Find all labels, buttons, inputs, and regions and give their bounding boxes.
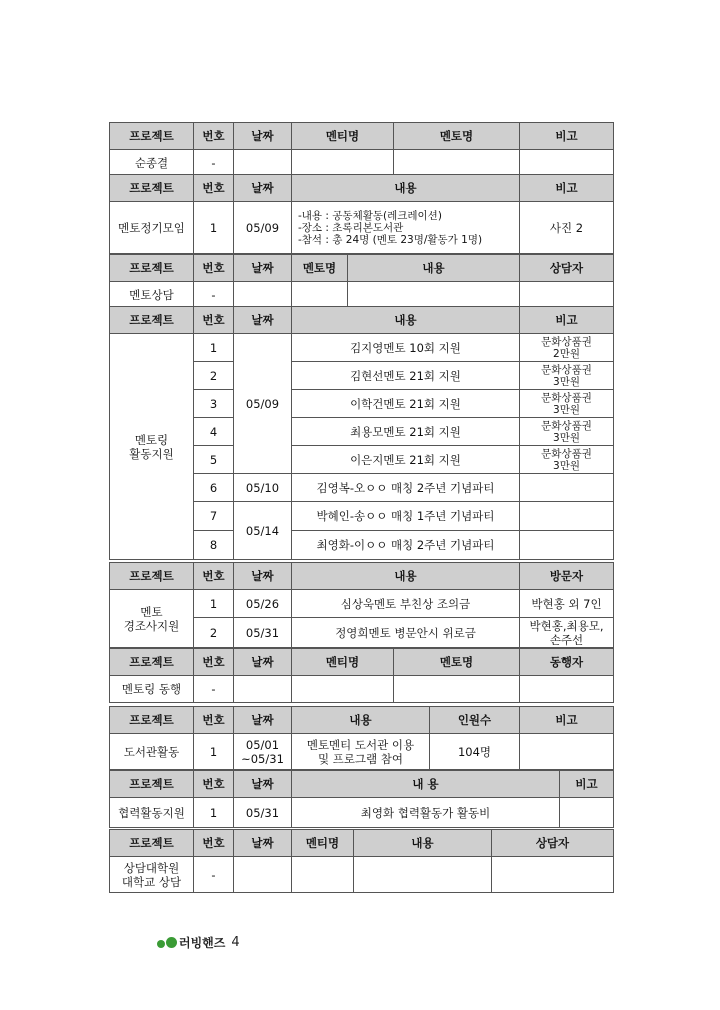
table-5 [109, 562, 614, 648]
cell-no: 4 [194, 418, 234, 446]
cell-no: 6 [194, 474, 234, 502]
cell-project: 멘토링 동행 [110, 676, 194, 703]
header-no: 번호 [194, 175, 234, 202]
cell-visitor: 박현홍 외 7인 [520, 590, 614, 618]
header-row [110, 307, 614, 334]
header-date: 날짜 [234, 563, 292, 590]
cell-note [520, 531, 614, 560]
cell-project: 상담대학원 대학교 상담 [110, 857, 194, 893]
page-footer [157, 934, 240, 951]
cell-no: - [194, 857, 234, 893]
cell-note: 사진 2 [520, 202, 614, 254]
header-count: 인원수 [430, 707, 520, 734]
cell-no: 1 [194, 734, 234, 770]
cell-date: 05/01 ~05/31 [234, 734, 292, 770]
header-project: 프로젝트 [110, 175, 194, 202]
header-content: 내용 [354, 830, 492, 857]
header-row [110, 123, 614, 150]
cell-content: 정영희멘토 병문안시 위로금 [292, 618, 520, 648]
cell-content: 최영화-이ㅇㅇ 매칭 2주년 기념파티 [292, 531, 520, 560]
cell-project: 멘토 경조사지원 [110, 590, 194, 648]
cell-date [234, 857, 292, 893]
cell-date: 05/10 [234, 474, 292, 502]
cell-mentor [292, 282, 348, 308]
header-date: 날짜 [234, 175, 292, 202]
brand-name: 러빙핸즈 [179, 936, 226, 950]
cell-content: 최용모멘토 21회 지원 [292, 418, 520, 446]
header-no: 번호 [194, 255, 234, 282]
table-1 [109, 122, 614, 176]
cell-no: 2 [194, 618, 234, 648]
lovinghands-logo-icon [157, 937, 177, 948]
cell-visitor: 박현홍,최용모, 손주선 [520, 618, 614, 648]
table-row [110, 734, 614, 770]
cell-date [234, 150, 292, 176]
header-date: 날짜 [234, 123, 292, 150]
table-6 [109, 648, 614, 703]
cell-note [520, 474, 614, 502]
cell-no: 5 [194, 446, 234, 474]
cell-mentee [292, 150, 394, 176]
table-row [110, 282, 614, 308]
cell-project: 멘토링 활동지원 [110, 334, 194, 560]
cell-note [520, 502, 614, 531]
header-mentee: 멘티명 [292, 830, 354, 857]
header-project: 프로젝트 [110, 123, 194, 150]
cell-date: 05/09 [234, 334, 292, 474]
header-no: 번호 [194, 123, 234, 150]
header-mentee: 멘티명 [292, 649, 394, 676]
table-8 [109, 770, 614, 828]
table-row [110, 202, 614, 254]
header-date: 날짜 [234, 830, 292, 857]
cell-content: 박혜인-송ㅇㅇ 매칭 1주년 기념파티 [292, 502, 520, 531]
header-mentor: 멘토명 [292, 255, 348, 282]
header-row [110, 255, 614, 282]
header-counselor: 상담자 [492, 830, 614, 857]
header-date: 날짜 [234, 255, 292, 282]
header-row [110, 771, 614, 798]
cell-project: 순종결 [110, 150, 194, 176]
header-mentee: 멘티명 [292, 123, 394, 150]
page-number: 4 [231, 935, 240, 950]
header-no: 번호 [194, 649, 234, 676]
cell-no: - [194, 150, 234, 176]
header-project: 프로젝트 [110, 307, 194, 334]
header-date: 날짜 [234, 707, 292, 734]
table-row [110, 150, 614, 176]
cell-note [560, 798, 614, 828]
cell-counselor [492, 857, 614, 893]
header-row [110, 707, 614, 734]
cell-no: 2 [194, 362, 234, 390]
cell-project: 멘토정기모임 [110, 202, 194, 254]
cell-note: 문화상품권 3만원 [520, 446, 614, 474]
header-project: 프로젝트 [110, 771, 194, 798]
cell-content: 심상욱멘토 부친상 조의금 [292, 590, 520, 618]
cell-content: 김현선멘토 21회 지원 [292, 362, 520, 390]
cell-project: 협력활동지원 [110, 798, 194, 828]
header-counselor: 상담자 [520, 255, 614, 282]
cell-companion [520, 676, 614, 703]
cell-date: 05/14 [234, 502, 292, 560]
cell-no: 1 [194, 590, 234, 618]
header-content: 내용 [292, 175, 520, 202]
header-mentor: 멘토명 [394, 649, 520, 676]
header-project: 프로젝트 [110, 255, 194, 282]
cell-no: 1 [194, 798, 234, 828]
table-row [110, 334, 614, 362]
cell-content [348, 282, 520, 308]
cell-no: - [194, 282, 234, 308]
cell-content: 이은지멘토 21회 지원 [292, 446, 520, 474]
header-companion: 동행자 [520, 649, 614, 676]
table-row [110, 590, 614, 618]
header-no: 번호 [194, 707, 234, 734]
cell-date [234, 676, 292, 703]
cell-project: 멘토상담 [110, 282, 194, 308]
cell-no: - [194, 676, 234, 703]
cell-date: 05/26 [234, 590, 292, 618]
header-project: 프로젝트 [110, 563, 194, 590]
header-no: 번호 [194, 830, 234, 857]
cell-count: 104명 [430, 734, 520, 770]
cell-content: 멘토멘티 도서관 이용 및 프로그램 참여 [292, 734, 430, 770]
header-row [110, 649, 614, 676]
header-row [110, 830, 614, 857]
cell-note: 문화상품권 2만원 [520, 334, 614, 362]
header-mentor: 멘토명 [394, 123, 520, 150]
table-2 [109, 174, 614, 254]
cell-content [354, 857, 492, 893]
header-row [110, 563, 614, 590]
header-project: 프로젝트 [110, 830, 194, 857]
cell-content: 김영복-오ㅇㅇ 매칭 2주년 기념파티 [292, 474, 520, 502]
cell-date: 05/09 [234, 202, 292, 254]
cell-content: -내용 : 공동체활동(레크레이션) -장소 : 초록리본도서관 -참석 : 총 24명 (멘토 23명/활동가 1명) [292, 202, 520, 254]
header-visitor: 방문자 [520, 563, 614, 590]
header-date: 날짜 [234, 649, 292, 676]
cell-no: 8 [194, 531, 234, 560]
cell-content: 이학건멘토 21회 지원 [292, 390, 520, 418]
cell-mentor [394, 150, 520, 176]
cell-note: 문화상품권 3만원 [520, 362, 614, 390]
cell-mentor [394, 676, 520, 703]
header-content: 내용 [292, 307, 520, 334]
header-note: 비고 [520, 175, 614, 202]
cell-date: 05/31 [234, 798, 292, 828]
cell-mentee [292, 676, 394, 703]
header-date: 날짜 [234, 771, 292, 798]
cell-date [234, 282, 292, 308]
cell-note [520, 150, 614, 176]
cell-note: 문화상품권 3만원 [520, 418, 614, 446]
table-row [110, 798, 614, 828]
header-content: 내용 [292, 563, 520, 590]
header-content: 내 용 [292, 771, 560, 798]
cell-no: 1 [194, 202, 234, 254]
table-row [110, 676, 614, 703]
table-4 [109, 306, 614, 560]
cell-no: 1 [194, 334, 234, 362]
header-note: 비고 [520, 707, 614, 734]
cell-content: 김지영멘토 10회 지원 [292, 334, 520, 362]
table-9 [109, 829, 614, 893]
table-row [110, 857, 614, 893]
header-content: 내용 [348, 255, 520, 282]
cell-no: 7 [194, 502, 234, 531]
cell-counselor [520, 282, 614, 308]
cell-date: 05/31 [234, 618, 292, 648]
header-content: 내용 [292, 707, 430, 734]
cell-note [520, 734, 614, 770]
header-note: 비고 [520, 307, 614, 334]
header-project: 프로젝트 [110, 707, 194, 734]
cell-no: 3 [194, 390, 234, 418]
cell-mentee [292, 857, 354, 893]
header-no: 번호 [194, 307, 234, 334]
cell-content: 최영화 협력활동가 활동비 [292, 798, 560, 828]
table-3 [109, 254, 614, 308]
header-no: 번호 [194, 771, 234, 798]
header-no: 번호 [194, 563, 234, 590]
cell-note: 문화상품권 3만원 [520, 390, 614, 418]
header-date: 날짜 [234, 307, 292, 334]
header-note: 비고 [560, 771, 614, 798]
header-note: 비고 [520, 123, 614, 150]
cell-project: 도서관활동 [110, 734, 194, 770]
header-project: 프로젝트 [110, 649, 194, 676]
header-row [110, 175, 614, 202]
table-7 [109, 706, 614, 770]
